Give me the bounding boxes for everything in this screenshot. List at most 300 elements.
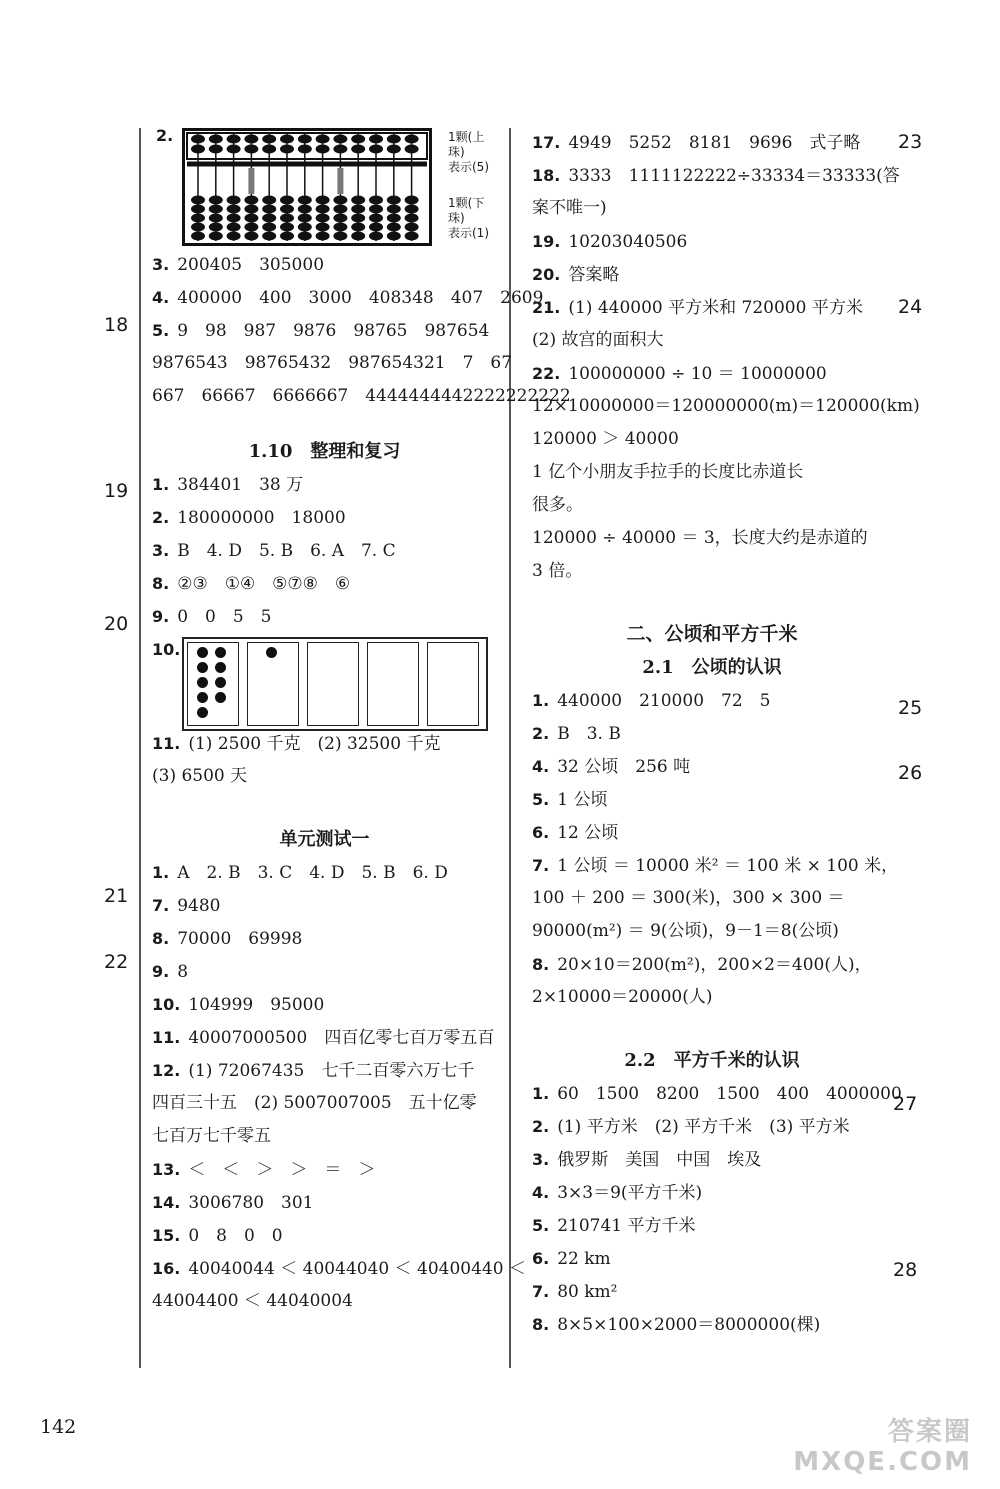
abacus-bead: [370, 135, 383, 143]
abacus-bead: [209, 214, 222, 222]
answer-text: 667 66667 6666667 4444444442222222222: [152, 386, 571, 406]
abacus-bead: [334, 223, 347, 231]
abacus-bead: [298, 135, 311, 143]
answer-text: 很多。: [532, 495, 583, 515]
answer-text: (1) 2500 千克 (2) 32500 千克: [188, 734, 441, 754]
abacus-bead: [192, 205, 205, 213]
answer-line: [152, 281, 544, 314]
question-number: 4.: [152, 288, 170, 307]
question-number: 2.: [152, 508, 170, 527]
answer-line: [532, 816, 892, 849]
answer-text: ②③ ①④ ⑤⑦⑧ ⑥: [177, 574, 351, 594]
abacus-bead: [352, 223, 365, 231]
question-number: 4.: [532, 757, 550, 776]
abacus-bead: [405, 205, 418, 213]
question-number: 20.: [532, 265, 561, 284]
left-answers-a: [152, 248, 571, 413]
abacus-bead: [281, 135, 294, 143]
abacus-bead: [370, 205, 383, 213]
question-number: 15.: [152, 1226, 181, 1245]
abacus-bead: [192, 196, 205, 204]
right-answers-b: [532, 684, 899, 1014]
answer-line: [532, 684, 892, 717]
answer-line: [152, 1153, 497, 1186]
answer-line: [152, 760, 497, 793]
question-number: 22.: [532, 364, 561, 383]
answer-line: [152, 1186, 497, 1219]
answer-line: [532, 126, 892, 159]
answer-text: 32 公顷 256 吨: [557, 757, 691, 777]
answer-text: 440000 210000 72 5: [557, 691, 771, 711]
left-answers-d: [152, 856, 526, 1318]
section-heading-2-1: 2.1 公顷的认识: [642, 657, 782, 678]
answer-text: 0 0 5 5: [177, 607, 272, 627]
q10-label: 10.: [152, 640, 181, 659]
answer-line: [532, 849, 899, 882]
question-number: 5.: [152, 321, 170, 340]
abacus-bead: [245, 196, 258, 204]
abacus-bead: [370, 145, 383, 153]
question-number: 11.: [152, 1028, 181, 1047]
answer-line: [532, 1176, 892, 1209]
margin-ref-26: 26: [898, 762, 923, 784]
abacus-bead: [281, 145, 294, 153]
answer-line: [532, 357, 892, 390]
abacus-bead: [298, 145, 311, 153]
answer-line: [532, 882, 892, 915]
watermark: [793, 1417, 972, 1477]
answer-line: [532, 489, 892, 522]
counter-dot: [215, 677, 226, 688]
counter-dot: [215, 647, 226, 658]
abacus-bead: [387, 232, 400, 240]
question-number: 2.: [532, 1117, 550, 1136]
answer-line: [532, 456, 892, 489]
answer-text: 4949 5252 8181 9696 式子略: [568, 133, 861, 153]
question-number: 12.: [152, 1061, 181, 1080]
answer-line: [532, 1242, 892, 1275]
abacus-bead: [370, 196, 383, 204]
answer-text: 22 km: [557, 1249, 611, 1269]
question-number: 19.: [532, 232, 561, 251]
question-number: 1.: [152, 475, 170, 494]
abacus-bead: [316, 223, 329, 231]
abacus-bead: [387, 205, 400, 213]
answer-line: [532, 1275, 892, 1308]
abacus-bead: [316, 135, 329, 143]
abacus-bead: [192, 135, 205, 143]
abacus-bead: [316, 145, 329, 153]
answer-text: (1) 440000 平方米和 720000 平方米: [568, 298, 863, 318]
left-answers-c: [152, 727, 497, 793]
counter-dot: [197, 647, 208, 658]
margin-ref-28: 28: [893, 1259, 918, 1281]
center-rule: [509, 128, 511, 1368]
answer-line: [532, 1308, 892, 1341]
abacus-bead: [352, 135, 365, 143]
abacus-bead: [209, 145, 222, 153]
question-number: 7.: [532, 1282, 550, 1301]
abacus-bead: [387, 145, 400, 153]
abacus-marker: [337, 168, 343, 194]
answer-line: [152, 1054, 497, 1087]
answer-line: [152, 955, 497, 988]
answer-line: [152, 889, 497, 922]
counter-box-1: [187, 642, 239, 726]
answer-line: [152, 567, 497, 600]
abacus-bead: [281, 223, 294, 231]
question-number: 17.: [532, 133, 561, 152]
abacus-bead: [352, 214, 365, 222]
answer-line: [152, 1252, 526, 1285]
abacus-bead: [209, 196, 222, 204]
question-number: 5.: [532, 790, 550, 809]
answer-text: 3×3＝9(平方千米): [557, 1183, 703, 1203]
answer-line: [152, 988, 497, 1021]
answer-text: 60 1500 8200 1500 400 4000000: [557, 1084, 902, 1104]
abacus-bead: [334, 205, 347, 213]
abacus-bead: [192, 232, 205, 240]
section-heading-2-2: 2.2 平方千米的认识: [624, 1050, 800, 1071]
watermark-line2: MXQE.COM: [793, 1447, 972, 1477]
answer-text: 40007000500 四百亿零七百万零五百: [188, 1028, 495, 1048]
answer-text: A 2. B 3. C 4. D 5. B 6. D: [177, 863, 448, 883]
abacus-bead: [263, 214, 276, 222]
answer-line: [152, 727, 497, 760]
counter-dot: [266, 647, 277, 658]
abacus-bead: [298, 223, 311, 231]
question-number: 16.: [152, 1259, 181, 1278]
abacus-bead: [316, 214, 329, 222]
abacus-bead: [405, 145, 418, 153]
counter-box-2: [247, 642, 299, 726]
margin-ref-19: 19: [104, 480, 129, 502]
section-heading-unit-test: 单元测试一: [279, 829, 370, 850]
answer-text: 100 ＋ 200 ＝ 300(米)，300 × 300 ＝: [532, 888, 845, 908]
answer-text: 3333 1111122222÷33334＝33333(答: [568, 166, 900, 186]
answer-text: 120000 ÷ 40000 ＝ 3，长度大约是赤道的: [532, 528, 868, 548]
abacus-bead: [245, 145, 258, 153]
abacus-bead: [227, 205, 240, 213]
abacus-note-bottom-line2: 表示(1): [448, 226, 489, 240]
abacus-bead: [192, 145, 205, 153]
abacus-bead: [245, 214, 258, 222]
answer-text: 1 公顷 ＝ 10000 米² ＝ 100 米 × 100 米，: [557, 856, 899, 876]
abacus-bead: [370, 214, 383, 222]
abacus-bead: [405, 135, 418, 143]
answer-line: [152, 856, 497, 889]
answer-text: 3 倍。: [532, 561, 583, 581]
answer-text: ＜ ＜ ＞ ＞ ＝ ＞: [188, 1160, 376, 1180]
answer-line: [152, 1219, 497, 1252]
abacus-bead: [281, 205, 294, 213]
answer-line: [152, 1120, 497, 1153]
answer-text: 8×5×100×2000＝8000000(棵): [557, 1315, 821, 1335]
abacus-bead: [387, 135, 400, 143]
counter-dot: [197, 677, 208, 688]
abacus-bead: [298, 205, 311, 213]
abacus-bead: [263, 145, 276, 153]
margin-ref-25: 25: [898, 697, 923, 719]
abacus-bead: [263, 196, 276, 204]
answer-line: [152, 248, 497, 281]
answer-line: [532, 522, 892, 555]
counter-dot: [215, 692, 226, 703]
answer-line: [152, 1285, 497, 1318]
abacus-bead: [281, 214, 294, 222]
answer-text: 0 8 0 0: [188, 1226, 283, 1246]
answer-text: (3) 6500 天: [152, 766, 248, 786]
answer-text: 9876543 98765432 987654321 7 67: [152, 353, 513, 373]
abacus-marker: [248, 168, 254, 194]
abacus-note-bottom-line1: 1颗(下珠): [448, 196, 485, 225]
answer-text: 2×10000＝20000(人): [532, 987, 713, 1007]
answer-line: [532, 225, 892, 258]
abacus-bead: [370, 232, 383, 240]
answer-line: [152, 1021, 497, 1054]
abacus-note-top: [448, 130, 497, 175]
answer-line: [532, 390, 920, 423]
abacus-bead: [405, 196, 418, 204]
abacus-bead: [316, 205, 329, 213]
abacus-bead: [387, 196, 400, 204]
answer-line: [152, 922, 497, 955]
counter-dot: [197, 707, 208, 718]
abacus-bead: [352, 145, 365, 153]
answer-text: 答案略: [568, 265, 620, 285]
abacus-bead: [298, 214, 311, 222]
abacus-bead: [209, 205, 222, 213]
answer-text: (1) 平方米 (2) 平方千米 (3) 平方米: [557, 1117, 850, 1137]
section-heading-1-10: 1.10 整理和复习: [248, 441, 401, 462]
page-number: 142: [40, 1416, 77, 1438]
abacus-bead: [209, 135, 222, 143]
question-number: 1.: [152, 863, 170, 882]
question-number: 21.: [532, 298, 561, 317]
abacus-drawing: [182, 128, 432, 246]
abacus-bead: [298, 232, 311, 240]
abacus-bead: [245, 205, 258, 213]
abacus-bead: [227, 145, 240, 153]
abacus-bead: [316, 196, 329, 204]
abacus-bead: [227, 135, 240, 143]
answer-line: [152, 314, 497, 347]
question-number: 9.: [152, 962, 170, 981]
abacus-note-bottom: [448, 196, 497, 241]
question-number: 1.: [532, 1084, 550, 1103]
question-number: 3.: [152, 541, 170, 560]
abacus-bead: [245, 135, 258, 143]
counter-box-5: [427, 642, 479, 726]
abacus-bead: [334, 196, 347, 204]
answer-line: [532, 1077, 902, 1110]
question-number: 6.: [532, 823, 550, 842]
answer-text: 9480: [177, 896, 221, 916]
abacus-bead: [245, 223, 258, 231]
answer-line: [532, 1143, 892, 1176]
question-number: 2.: [532, 724, 550, 743]
question-number: 10.: [152, 995, 181, 1014]
counter-box-4: [367, 642, 419, 726]
answer-text: 120000 ＞ 40000: [532, 429, 679, 449]
answer-text: (2) 故宫的面积大: [532, 330, 664, 350]
margin-ref-23: 23: [898, 131, 923, 153]
question-number: 8.: [152, 574, 170, 593]
answer-text: 12 公顷: [557, 823, 619, 843]
answer-text: 8: [177, 962, 189, 982]
margin-ref-27: 27: [893, 1093, 918, 1115]
abacus-bead: [209, 232, 222, 240]
answer-line: [532, 423, 892, 456]
answer-line: [532, 555, 892, 588]
question-number: 8.: [152, 929, 170, 948]
abacus-bead: [405, 214, 418, 222]
answer-line: [532, 948, 892, 981]
question-number: 7.: [532, 856, 550, 875]
abacus-bead: [387, 223, 400, 231]
abacus-bead: [263, 205, 276, 213]
question-number: 11.: [152, 734, 181, 753]
answer-line: [532, 783, 892, 816]
abacus-figure: [152, 126, 497, 248]
answer-text: 9 98 987 9876 98765 987654: [177, 321, 490, 341]
question-number: 13.: [152, 1160, 181, 1179]
answer-text: 210741 平方千米: [557, 1216, 696, 1236]
answer-line: [152, 534, 497, 567]
answer-text: 1 亿个小朋友手拉手的长度比赤道长: [532, 462, 804, 482]
abacus-bead: [334, 232, 347, 240]
abacus-bead: [263, 223, 276, 231]
answer-line: [152, 501, 497, 534]
question-number: 8.: [532, 1315, 550, 1334]
answer-text: 70000 69998: [177, 929, 303, 949]
answer-line: [152, 600, 497, 633]
counter-box-3: [307, 642, 359, 726]
answer-text: 四百三十五 (2) 5007007005 五十亿零: [152, 1093, 477, 1113]
answer-line: [532, 750, 892, 783]
counter-dot: [197, 692, 208, 703]
abacus-bead: [263, 232, 276, 240]
abacus-bead: [192, 223, 205, 231]
abacus-bead: [352, 196, 365, 204]
abacus-bead: [334, 214, 347, 222]
abacus-bead: [298, 196, 311, 204]
answer-text: 80 km²: [557, 1282, 618, 1302]
abacus-bead: [405, 223, 418, 231]
answer-line: [152, 1087, 497, 1120]
question-number: 4.: [532, 1183, 550, 1202]
answer-text: 100000000 ÷ 10 ＝ 10000000: [568, 364, 827, 384]
abacus-bead: [316, 232, 329, 240]
margin-ref-24: 24: [898, 296, 923, 318]
question-number: 7.: [152, 896, 170, 915]
abacus-bead: [227, 232, 240, 240]
counter-boxes: [182, 637, 488, 731]
left-rule: [139, 128, 141, 1368]
abacus-bead: [263, 135, 276, 143]
answer-text: 20×10＝200(m²)，200×2＝400(人)，: [557, 955, 872, 975]
answer-text: 44004400 ＜ 44040004: [152, 1291, 353, 1311]
q10-figure: [152, 633, 497, 727]
answer-text: 俄罗斯 美国 中国 埃及: [557, 1150, 762, 1170]
answer-text: (1) 72067435 七千二百零六万七千: [188, 1061, 475, 1081]
answer-text: 1 公顷: [557, 790, 608, 810]
abacus-bead: [245, 232, 258, 240]
abacus-bead: [334, 135, 347, 143]
right-answers-c: [532, 1077, 902, 1341]
answer-text: 七百万七千零五: [152, 1126, 271, 1146]
counter-dot: [215, 662, 226, 673]
answer-line: [152, 347, 513, 380]
margin-ref-21: 21: [104, 885, 129, 907]
abacus-note-top-line2: 表示(5): [448, 160, 489, 174]
margin-ref-20: 20: [104, 613, 129, 635]
answer-line: [532, 1110, 892, 1143]
abacus-label: 2.: [156, 126, 174, 145]
abacus-bead: [370, 223, 383, 231]
answer-line: [532, 1209, 892, 1242]
abacus-bead: [281, 232, 294, 240]
answer-text: 384401 38 万: [177, 475, 304, 495]
answer-text: 案不唯一): [532, 198, 607, 218]
abacus-bead: [227, 196, 240, 204]
margin-ref-22: 22: [104, 951, 129, 973]
answer-text: 10203040506: [568, 232, 688, 252]
answer-text: 40040044 ＜ 40044040 ＜ 40400440 ＜: [188, 1259, 526, 1279]
answer-line: [532, 192, 892, 225]
abacus-bead: [352, 232, 365, 240]
answer-text: 400000 400 3000 408348 407 2609: [177, 288, 544, 308]
answer-line: [532, 324, 892, 357]
abacus-bead: [405, 232, 418, 240]
answer-line: [532, 981, 892, 1014]
margin-ref-18: 18: [104, 314, 129, 336]
abacus-bead: [387, 214, 400, 222]
abacus-bead: [334, 145, 347, 153]
question-number: 18.: [532, 166, 561, 185]
question-number: 9.: [152, 607, 170, 626]
chapter-heading: 二、公顷和平方千米: [626, 623, 798, 645]
question-number: 8.: [532, 955, 550, 974]
abacus-bead: [209, 223, 222, 231]
question-number: 1.: [532, 691, 550, 710]
abacus-bead: [192, 214, 205, 222]
watermark-line1: 答案圈: [887, 1417, 972, 1447]
answer-text: B 3. B: [557, 724, 621, 744]
answer-line: [532, 159, 900, 192]
answer-line: [152, 380, 571, 413]
question-number: 3.: [532, 1150, 550, 1169]
counter-dot: [197, 662, 208, 673]
question-number: 14.: [152, 1193, 181, 1212]
abacus-bead: [352, 205, 365, 213]
abacus-bead: [281, 196, 294, 204]
question-number: 5.: [532, 1216, 550, 1235]
answer-text: 3006780 301: [188, 1193, 314, 1213]
left-answers-b: [152, 468, 497, 633]
answer-line: [532, 717, 892, 750]
abacus-bead: [227, 223, 240, 231]
answer-line: [152, 468, 497, 501]
abacus-note-top-line1: 1颗(上珠): [448, 130, 485, 159]
question-number: 6.: [532, 1249, 550, 1268]
answer-line: [532, 258, 892, 291]
answer-text: B 4. D 5. B 6. A 7. C: [177, 541, 396, 561]
answer-line: [532, 291, 892, 324]
answer-line: [532, 915, 892, 948]
question-number: 3.: [152, 255, 170, 274]
abacus-bead: [227, 214, 240, 222]
